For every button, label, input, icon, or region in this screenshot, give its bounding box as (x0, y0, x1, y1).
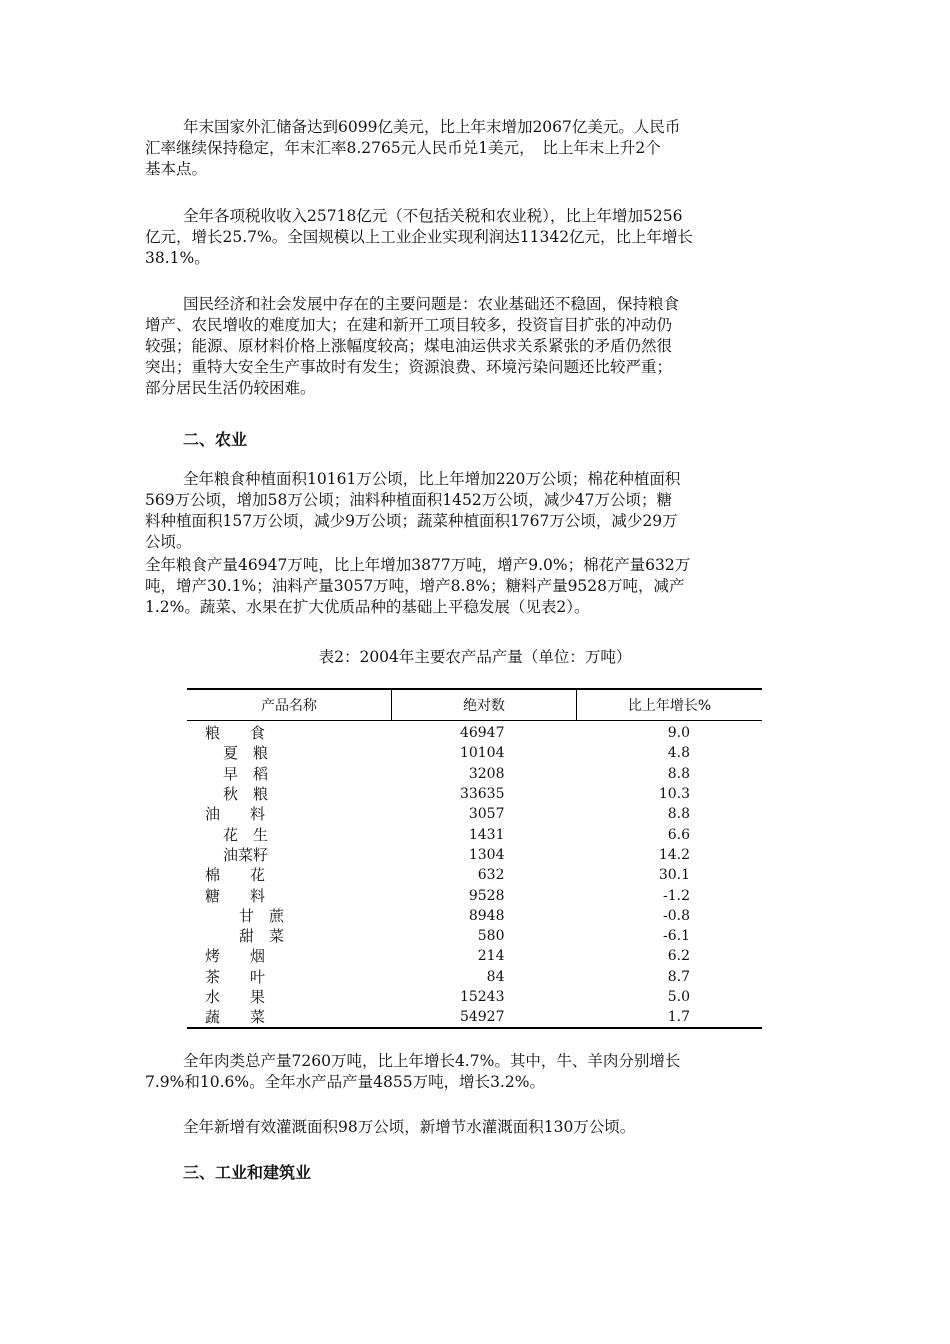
cell-product-name: 秋 粮 (223, 785, 269, 804)
text-line: 7.9%和10.6%。全年水产品产量4855万吨，增长3.2%。 (145, 1073, 545, 1091)
cell-absolute-value: 84 (486, 968, 505, 985)
cell-growth-percent: -0.8 (663, 907, 690, 924)
text-line: 亿元，增长25.7%。全国规模以上工业企业实现利润达11342亿元，比上年增长 (145, 228, 694, 246)
paragraph-forex (145, 117, 810, 180)
cell-product-name: 油菜籽 (223, 845, 269, 864)
table-row (187, 845, 762, 865)
text-line: 全年各项税收收入25718亿元（不包括关税和农业税），比上年增加5256 (183, 207, 683, 225)
paragraph-crop-output (145, 555, 810, 618)
cell-absolute-value: 9528 (468, 887, 505, 904)
cell-absolute-value: 15243 (459, 989, 505, 1005)
section-heading-industry: 三、工业和建筑业 (183, 1163, 312, 1182)
text-line: 全年粮食种植面积10161万公顷，比上年增加220万公顷；棉花种植面积 (183, 470, 681, 488)
cell-absolute-value: 33635 (459, 786, 505, 803)
cell-growth-percent: 6.6 (667, 826, 690, 843)
cell-product-name: 烤 烟 (205, 947, 266, 966)
cell-growth-percent: 1.7 (577, 1007, 763, 1028)
cell-product-name: 夏 粮 (223, 744, 269, 763)
text-line: 突出；重特大安全生产事故时有发生；资源浪费、环境污染问题还比较严重； (145, 358, 673, 376)
paragraph-irrigation (145, 1117, 810, 1138)
cell-absolute-value: 632 (477, 867, 505, 884)
paragraph-problems (145, 294, 810, 399)
table-row (187, 721, 762, 744)
column-header-absolute: 绝对数 (392, 689, 577, 721)
table-header-row (187, 689, 762, 721)
cell-product-name: 糖 料 (205, 886, 266, 905)
table-row (187, 743, 762, 763)
table-row (187, 764, 762, 784)
table-row (187, 906, 762, 926)
column-header-product: 产品名称 (187, 689, 392, 721)
cell-absolute-value: 54927 (392, 1007, 577, 1028)
cell-growth-percent: 4.8 (667, 745, 690, 762)
cell-absolute-value: 46947 (459, 725, 505, 742)
cell-growth-percent: 8.7 (667, 968, 690, 985)
table-row (187, 987, 762, 1007)
table-row (187, 1007, 762, 1028)
table-row (187, 804, 762, 824)
paragraph-tax (145, 206, 810, 269)
column-header-growth: 比上年增长% (577, 689, 763, 721)
text-line: 基本点。 (145, 160, 208, 178)
paragraph-meat (145, 1051, 810, 1093)
text-line: 全年新增有效灌溉面积98万公顷，新增节水灌溉面积130万公顷。 (183, 1118, 636, 1136)
table-row (187, 865, 762, 885)
text-line: 增产、农民增收的难度加大；在建和新开工项目较多，投资盲目扩张的冲动仍 (145, 316, 673, 334)
cell-product-name: 甜 菜 (239, 927, 285, 946)
table-caption: 表2：2004年主要农产品产量（单位：万吨） (318, 648, 632, 666)
cell-absolute-value: 3208 (468, 765, 505, 782)
table-row (187, 926, 762, 946)
cell-absolute-value: 1304 (468, 846, 505, 863)
paragraph-planting-area (145, 469, 810, 553)
text-line: 料种植面积157万公顷，减少9万公顷；蔬菜种植面积1767万公顷，减少29万 (145, 512, 678, 530)
text-line: 公顷。 (145, 533, 192, 551)
cell-product-name: 蔬 菜 (187, 1007, 392, 1028)
cell-growth-percent: 10.3 (658, 786, 690, 803)
cell-absolute-value: 1431 (468, 826, 505, 843)
agri-output-table (187, 688, 762, 1029)
text-line: 年末国家外汇储备达到6099亿美元，比上年末增加2067亿美元。人民币 (183, 118, 681, 136)
text-line: 部分居民生活仍较困难。 (145, 379, 316, 397)
cell-growth-percent: -1.2 (663, 887, 690, 904)
cell-growth-percent: 30.1 (658, 867, 690, 884)
cell-growth-percent: 5.0 (667, 989, 690, 1005)
text-line: 569万公顷，增加58万公顷；油料种植面积1452万公顷，减少47万公顷；糖 (145, 491, 672, 509)
text-line: 38.1%。 (145, 249, 210, 267)
cell-product-name: 早 稻 (223, 764, 269, 783)
cell-product-name: 花 生 (223, 825, 269, 844)
text-line: 全年粮食产量46947万吨，比上年增加3877万吨，增产9.0%；棉花产量632万 (145, 556, 691, 574)
table-row (187, 784, 762, 804)
cell-absolute-value: 580 (477, 928, 505, 945)
cell-product-name: 棉 花 (205, 866, 266, 885)
cell-product-name: 甘 蔗 (239, 906, 285, 925)
cell-growth-percent: 9.0 (667, 725, 690, 742)
cell-growth-percent: -6.1 (663, 928, 690, 945)
cell-absolute-value: 8948 (468, 907, 505, 924)
cell-product-name: 粮 食 (205, 724, 266, 743)
text-line: 汇率继续保持稳定，年末汇率8.2765元人民币兑1美元， 比上年末上升2个 (145, 139, 661, 157)
cell-product-name: 水 果 (205, 988, 266, 1006)
cell-growth-percent: 6.2 (667, 948, 690, 965)
table-row (187, 946, 762, 966)
table-row (187, 885, 762, 905)
cell-absolute-value: 214 (477, 948, 505, 965)
table-row (187, 967, 762, 987)
cell-growth-percent: 14.2 (658, 846, 690, 863)
text-line: 吨，增产30.1%；油料产量3057万吨，增产8.8%；糖料产量9528万吨，减产 (145, 577, 685, 595)
text-line: 全年肉类总产量7260万吨，比上年增长4.7%。其中，牛、羊肉分别增长 (183, 1052, 681, 1070)
text-line: 国民经济和社会发展中存在的主要问题是：农业基础还不稳固，保持粮食 (183, 295, 680, 313)
text-line: 1.2%。蔬菜、水果在扩大优质品种的基础上平稳发展（见表2）。 (145, 598, 590, 616)
cell-product-name: 茶 叶 (205, 967, 266, 986)
cell-absolute-value: 10104 (459, 745, 505, 762)
cell-absolute-value: 3057 (468, 806, 505, 823)
table-row (187, 824, 762, 844)
cell-product-name: 油 料 (205, 805, 266, 824)
cell-growth-percent: 8.8 (667, 806, 690, 823)
text-line: 较强；能源、原材料价格上涨幅度较高；煤电油运供求关系紧张的矛盾仍然很 (145, 337, 673, 355)
section-heading-agriculture: 二、农业 (183, 430, 248, 449)
cell-growth-percent: 8.8 (667, 765, 690, 782)
